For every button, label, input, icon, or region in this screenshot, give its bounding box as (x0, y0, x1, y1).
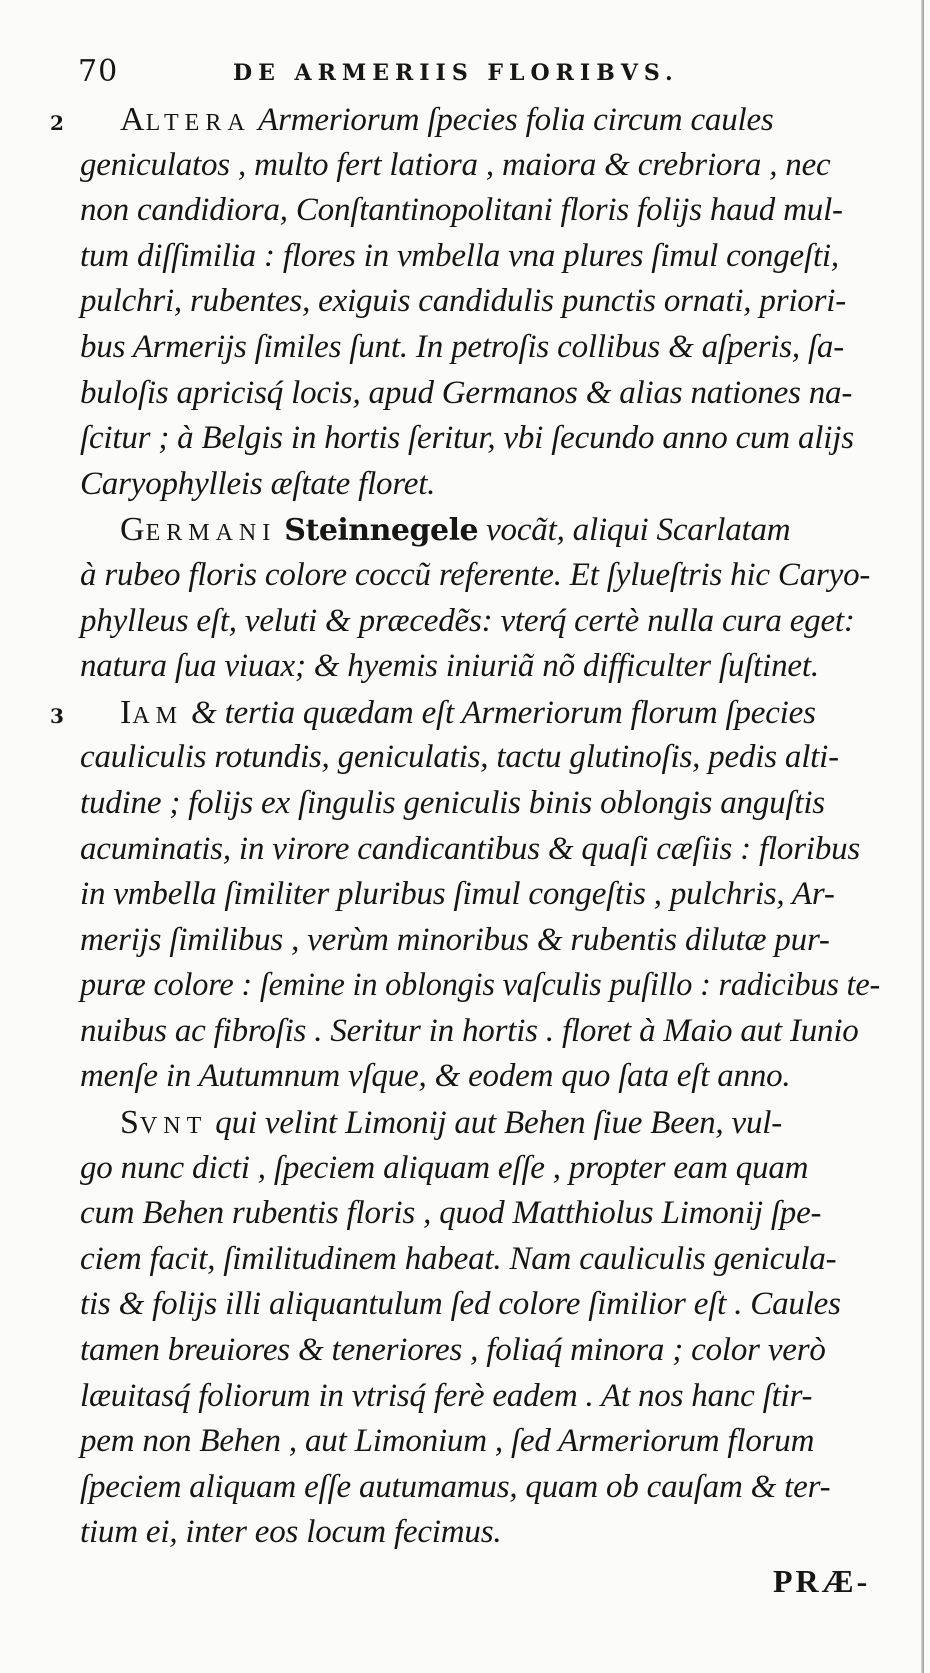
text-line: merijs ſimilibus , verùm minoribus & rubentis dilutæ pur- (80, 921, 830, 958)
text-line: natura ſua viuax; & hyemis iniuriã nõ difficulter ſuſtinet. (80, 648, 819, 685)
text-line: SVNT qui velint Limonij aut Behen ſiue Been, vul- (120, 1104, 783, 1142)
text-line: ſcitur ; à Belgis in hortis ſeritur, vbi ſecundo anno cum alijs (80, 420, 854, 457)
text-line: geniculatos , multo fert latiora , maiora & crebriora , nec (80, 146, 831, 183)
text-line: buloſis apricisq́ locis, apud Germanos & alias nationes na- (80, 374, 853, 411)
lead-word: GERMANI (120, 511, 277, 549)
text-line: phylleus eſt, veluti & præcedẽs: vterq́ certè nulla cura eget: (80, 602, 855, 639)
lead-word: SVNT (120, 1104, 208, 1142)
blackletter-word: Steinnegele (284, 513, 479, 549)
catchword: PRÆ- (773, 1563, 871, 1599)
body-text (50, 97, 881, 1556)
text-line: ſpeciem aliquam eſſe autumamus, quam ob cauſam & ter- (80, 1468, 831, 1505)
text-line: pem non Behen , aut Limonium , ſed Armeriorum florum (80, 1423, 815, 1460)
text-line: non candidiora, Conſtantinopolitani floris folijs haud mul- (80, 192, 843, 229)
running-title: DE ARMERIIS FLORIBVS. (233, 60, 679, 86)
margin-number: 3 (50, 703, 64, 728)
text-line: tamen breuiores & teneriores , foliaq́ minora ; color verò (80, 1332, 826, 1369)
text-line: acuminatis, in virore candicantibus & quaſi cæſiis : floribus (80, 830, 861, 867)
text-line: tium ei, inter eos locum fecimus. (80, 1514, 502, 1551)
text-line: cauliculis rotundis, geniculatis, tactu glutinoſis, pedis alti- (80, 739, 839, 776)
text-line: bus Armerijs ſimiles ſunt. In petroſis collibus & aſperis, ſa- (80, 328, 845, 365)
page-edge (921, 0, 924, 1673)
text-line: in vmbella ſimiliter pluribus ſimul congeſtis , pulchris, Ar- (80, 876, 835, 913)
text-line: læuitasq́ foliorum in vtrisq́ ferè eadem . At nos hanc ſtir- (80, 1377, 813, 1414)
page-number: 70 (78, 54, 119, 89)
text-line: tis & folijs illi aliquantulum ſed colore ſimilior eſt . Caules (80, 1286, 841, 1323)
text-line: nuibus ac fibroſis . Seritur in hortis . floret à Maio aut Iunio (80, 1012, 859, 1049)
text-line: à rubeo floris colore coccũ referente. Et ſylueſtris hic Caryo- (80, 556, 871, 593)
text-line: tudine ; folijs ex ſingulis geniculis binis oblongis anguſtis (80, 784, 825, 821)
text-line: puræ colore : ſemine in oblongis vaſculis puſillo : radicibus te- (80, 967, 881, 1004)
text-line: Caryophylleis æſtate floret. (80, 465, 436, 502)
text-line: tum diſſimilia : flores in vmbella vna plures ſimul congeſti, (80, 237, 839, 274)
text-line: 3 IAM & tertia quædam eſt Armeriorum florum ſpecies (80, 690, 880, 736)
running-head (78, 54, 858, 94)
text-line: pulchri, rubentes, exiguis candidulis punctis ornati, priori- (80, 283, 847, 320)
margin-number: 2 (50, 111, 64, 135)
lead-word: ALTERA (120, 101, 251, 138)
text-line: cum Behen rubentis floris , quod Matthiolus Limonij ſpe- (80, 1195, 822, 1232)
text-line: menſe in Autumnum vſque, & eodem quo ſata eſt anno. (80, 1058, 791, 1095)
text-line: 2 ALTERA Armeriorum ſpecies folia circum caules (80, 97, 880, 143)
lead-word: IAM (120, 693, 183, 731)
text-line: go nunc dicti , ſpeciem aliquam eſſe , propter eam quam (80, 1149, 809, 1186)
text-line: GERMANI Steinnegele vocãt, aliqui Scarlatam (120, 511, 791, 549)
text-line: ciem facit, ſimilitudinem habeat. Nam cauliculis genicula- (80, 1240, 837, 1277)
